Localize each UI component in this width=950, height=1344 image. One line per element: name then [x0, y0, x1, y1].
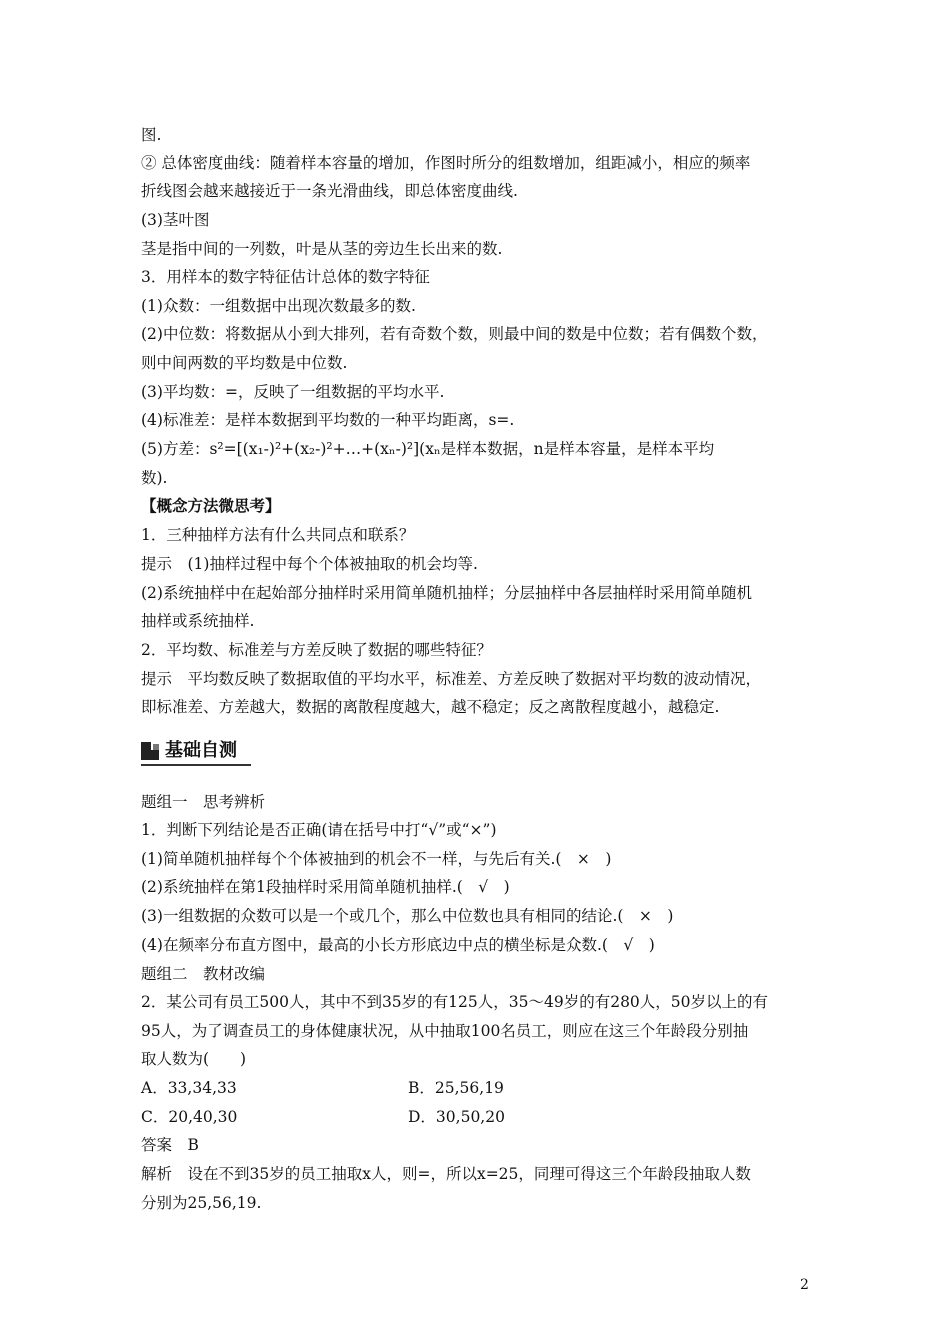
- section-icon: [141, 742, 159, 760]
- option-c: C．20,40,30: [141, 1108, 238, 1126]
- text-line: 提示 (1)抽样过程中每个个体被抽取的机会均等.: [141, 555, 478, 573]
- text-line: 折线图会越来越接近于一条光滑曲线，即总体密度曲线.: [141, 182, 518, 200]
- text-line: (1)众数：一组数据中出现次数最多的数.: [141, 297, 416, 315]
- text-line: (4)在频率分布直方图中，最高的小长方形底边中点的横坐标是众数.( √ ): [141, 936, 655, 954]
- option-a: A．33,34,33: [141, 1079, 237, 1097]
- text-line: 抽样或系统抽样.: [141, 612, 255, 630]
- text-line: 提示 平均数反映了数据取值的平均水平，标准差、方差反映了数据对平均数的波动情况，: [141, 670, 762, 688]
- text-line: 图.: [141, 126, 162, 144]
- text-line: (1)简单随机抽样每个个体被抽到的机会不一样，与先后有关.( × ): [141, 850, 612, 868]
- text-line: 数).: [141, 469, 168, 487]
- text-line: (5)方差：s²=[(x₁-)²+(x₂-)²+…+(xₙ-)²](xₙ是样本数据，n是样本容量，是样本平均: [141, 440, 715, 458]
- text-line: 2．平均数、标准差与方差反映了数据的哪些特征？: [141, 641, 492, 659]
- text-line: 2．某公司有员工500人，其中不到35岁的有125人，35～49岁的有280人，50岁以上的有: [141, 993, 769, 1011]
- text-line: (2)系统抽样中在起始部分抽样时采用简单随机抽样；分层抽样中各层抽样时采用简单随机: [141, 584, 752, 602]
- text-line: 1．三种抽样方法有什么共同点和联系？: [141, 526, 415, 544]
- question-group-heading: 题组二 教材改编: [141, 965, 266, 983]
- page-number: 2: [800, 1277, 809, 1293]
- section-title: 基础自测: [165, 740, 237, 761]
- concept-heading: 【概念方法微思考】: [141, 496, 281, 515]
- analysis-line: 分别为25,56,19.: [141, 1194, 262, 1212]
- text-line: (4)标准差：是样本数据到平均数的一种平均距离，s=.: [141, 411, 515, 429]
- text-line: 则中间两数的平均数是中位数.: [141, 354, 348, 372]
- option-d: D．30,50,20: [408, 1108, 505, 1126]
- section-divider: [141, 764, 251, 766]
- analysis-line: 解析 设在不到35岁的员工抽取x人，则=，所以x=25，同理可得这三个年龄段抽取人数: [141, 1165, 751, 1183]
- text-line: 茎是指中间的一列数，叶是从茎的旁边生长出来的数.: [141, 240, 503, 258]
- text-line: (3)一组数据的众数可以是一个或几个，那么中位数也具有相同的结论.( × ): [141, 907, 674, 925]
- text-line: (3)茎叶图: [141, 211, 210, 229]
- answer: 答案 B: [141, 1136, 199, 1154]
- section-header: [141, 740, 251, 766]
- text-line: (2)系统抽样在第1段抽样时采用简单随机抽样.( √ ): [141, 878, 510, 896]
- text-line: ② 总体密度曲线：随着样本容量的增加，作图时所分的组数增加，组距减小，相应的频率: [141, 154, 751, 172]
- text-line: (2)中位数：将数据从小到大排列，若有奇数个数，则最中间的数是中位数；若有偶数个数，: [141, 325, 768, 343]
- option-b: B．25,56,19: [408, 1079, 504, 1097]
- text-line: (3)平均数：=，反映了一组数据的平均水平.: [141, 383, 445, 401]
- text-line: 95人，为了调查员工的身体健康状况，从中抽取100名员工，则应在这三个年龄段分别抽: [141, 1022, 749, 1040]
- text-line: 3．用样本的数字特征估计总体的数字特征: [141, 268, 430, 286]
- text-line: 1．判断下列结论是否正确(请在括号中打“√”或“×”): [141, 821, 497, 839]
- text-line: 即标准差、方差越大，数据的离散程度越大，越不稳定；反之离散程度越小，越稳定.: [141, 698, 720, 716]
- text-line: 取人数为( ): [141, 1050, 247, 1068]
- question-group-heading: 题组一 思考辨析: [141, 793, 266, 811]
